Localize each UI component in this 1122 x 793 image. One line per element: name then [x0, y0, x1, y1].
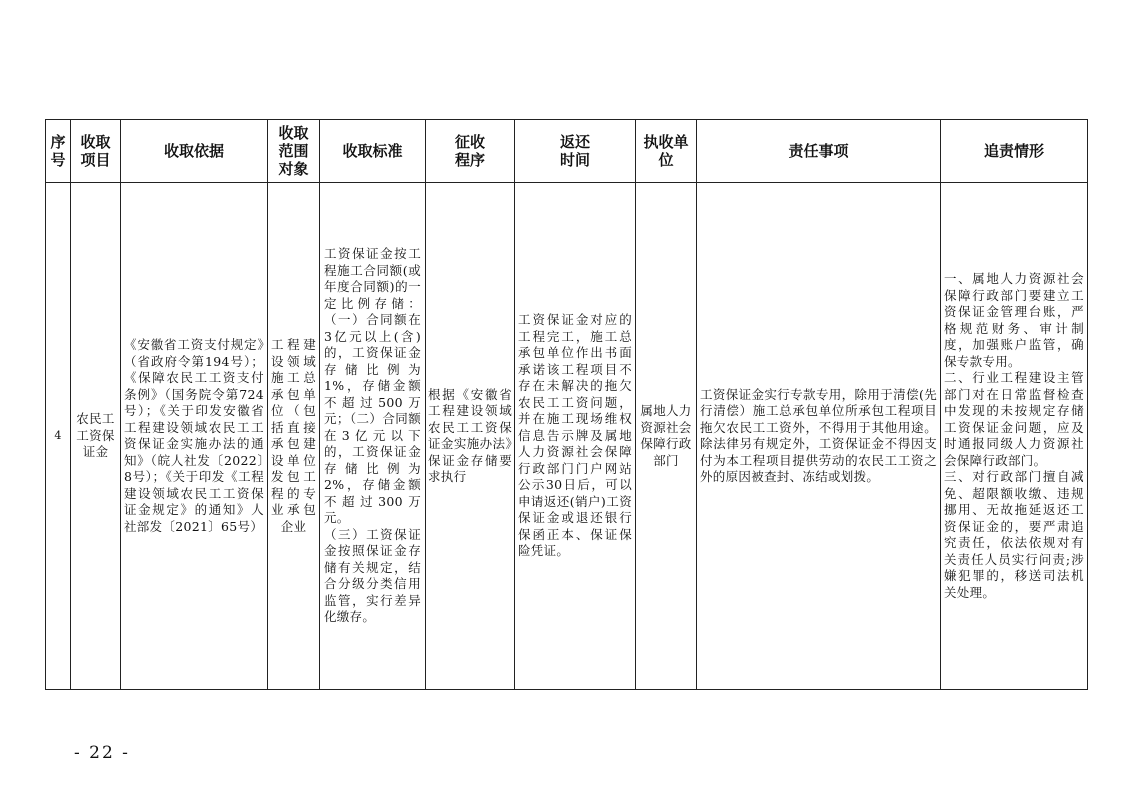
cell-accountability: [941, 183, 1088, 690]
header-accountability: 追责情形: [941, 120, 1088, 183]
header-procedure: 征收 程序: [426, 120, 515, 183]
cell-standard: [320, 183, 426, 690]
cell-unit: 属地人力资源社会保障行政部门: [636, 183, 697, 690]
table-row: [46, 183, 1088, 690]
header-scope: 收取 范围 对象: [268, 120, 320, 183]
fee-table: [45, 119, 1088, 690]
header-basis: 收取依据: [121, 120, 268, 183]
standard-text: 工资保证金按工程施工合同额(或年度合同额)的一定比例存储：（一）合同额在3亿元以上(含)的，工资保证金存储比例为1%，存储金额不超过500万元；（二）合同额在3亿元以下的，工资保证金存储比例为2%，存储金额不超过300万元。 （三）工资保证金按照保证金存储有关规定，结合分级分类信用监管，实行差异化缴存。: [324, 246, 421, 625]
cell-return-time: 工资保证金对应的工程完工，施工总承包单位作出书面承诺该工程项目不存在未解决的拖欠农民工工资问题，并在施工现场维权信息告示牌及属地人力资源社会保障行政部门门户网站公示30日后，可以申请返还(销户)工资保证金或退还银行保函正本、保证保险凭证。: [515, 183, 636, 690]
header-unit: 执收单 位: [636, 120, 697, 183]
table-header: [46, 120, 1088, 183]
header-item: 收取 项目: [71, 120, 121, 183]
cell-responsibility: 工资保证金实行专款专用，除用于清偿(先行清偿）施工总承包单位所承包工程项目拖欠农民工工资外，不得用于其他用途。除法律另有规定外，工资保证金不得因支付为本工程项目提供劳动的农民工工资之外的原因被查封、冻结或划拨。: [697, 183, 941, 690]
cell-procedure: 根据《安徽省工程建设领域农民工工资保证金实施办法》保证金存储要求执行: [426, 183, 515, 690]
header-seq: 序 号: [46, 120, 71, 183]
header-row: [46, 120, 1088, 183]
header-return-time: 返还 时间: [515, 120, 636, 183]
accountability-text: 一、属地人力资源社会保障行政部门要建立工资保证金管理台账，严格规范财务、审计制度，加强账户监管，确保专款专用。 二、行业工程建设主管部门对在日常监督检查中发现的未按规定存储工资保证金问题，应及时通报同级人力资源社会保障行政部门。 三、对行政部门擅自减免、超限额收缴、违规挪用、无故拖延返还工资保证金的，要严肃追究责任，依法依规对有关责任人员实行问责;涉嫌犯罪的，移送司法机关处理。: [944, 271, 1084, 600]
header-responsibility: 责任事项: [697, 120, 941, 183]
table-body: [46, 183, 1088, 690]
cell-seq: 4: [46, 183, 71, 690]
cell-scope: 工程建设领域施工总承包单位（包括直接承包建设单位发包工程的专业承包企业: [268, 183, 320, 690]
header-standard: 收取标准: [320, 120, 426, 183]
cell-basis: 《安徽省工资支付规定》（省政府令第194号）；《保障农民工工资支付条例》（国务院令第724号）；《关于印发安徽省工程建设领域农民工工资保证金实施办法的通知》（皖人社发〔2022〕8号）；《关于印发《工程建设领域农民工工资保证金规定》的通知》人社部发〔2021〕65号）: [121, 183, 268, 690]
page-number: - 22 -: [74, 743, 130, 763]
cell-item: 农民工工资保证金: [71, 183, 121, 690]
